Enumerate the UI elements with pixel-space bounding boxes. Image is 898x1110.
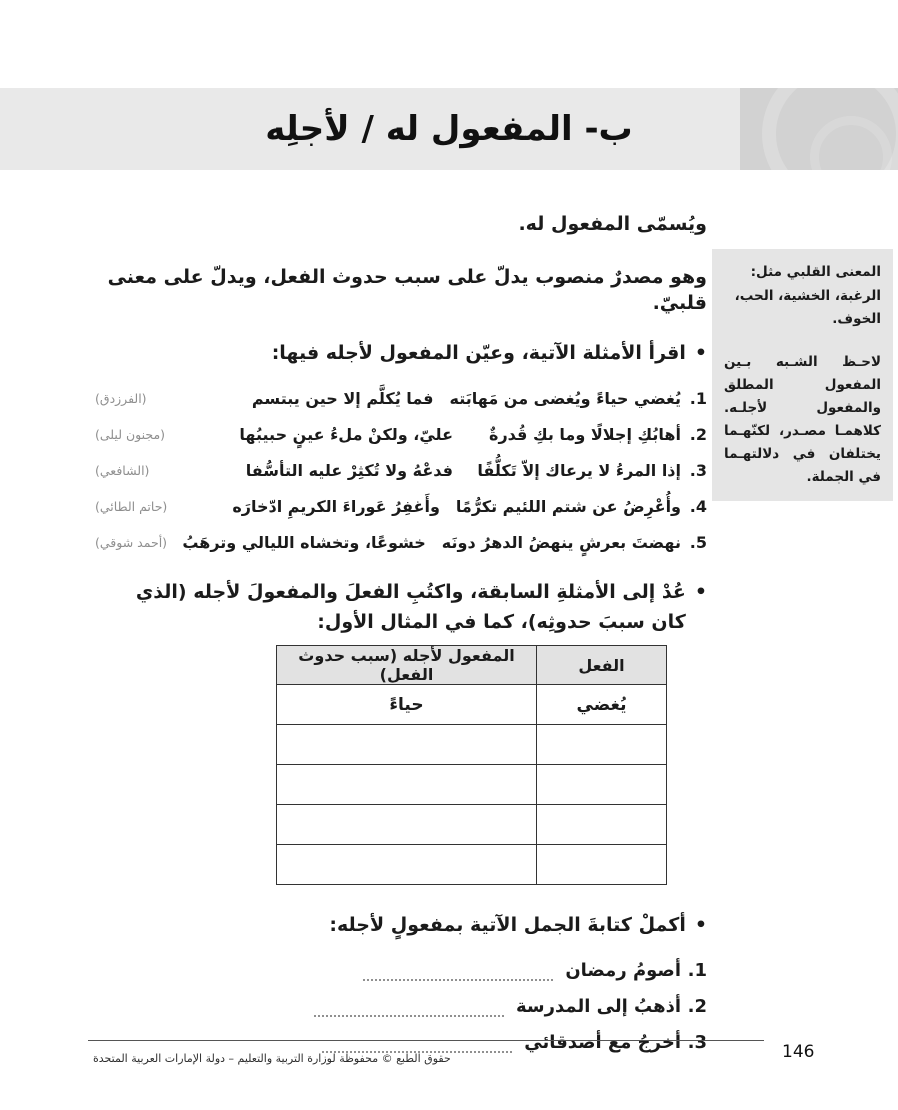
instruction-fill-table (95, 578, 707, 637)
poet-attribution: (الشافعي) (95, 462, 150, 478)
page-number: 146 (782, 1042, 815, 1062)
page-title: ب- المفعول له / لأجلِه (265, 109, 633, 149)
instruction-text: عُدْ إلى الأمثلةِ السابقة، واكتُبِ الفعلَ والمفعولَ لأجله (الذي كان سببَ حدوثِه)، كما في المثال الأول: (135, 581, 686, 633)
poet-attribution: (حاتم الطائي) (95, 498, 168, 514)
main-content (95, 205, 707, 1061)
verse-second-hemistich: وأَغفِرُ عَوراءَ الكريمِ ادّخارَه (232, 496, 440, 516)
verse-second-hemistich: عليّ، ولكنْ ملءُ عينٍ حبيبُها (239, 424, 453, 444)
cell-object (277, 805, 537, 845)
example-number: 5. (689, 532, 707, 552)
answer-blank (363, 979, 553, 981)
cell-verb: يُغضي (537, 685, 667, 725)
definition-line-2: وهو مصدرٌ منصوب يدلّ على سبب حدوث الفعل، ويدلّ على معنى قلبيّ. (107, 265, 707, 315)
definition-line-1: ويُسمّى المفعول له. (518, 213, 707, 235)
verse-second-hemistich: خشوعًا، وتخشاه الليالي وترهَبُ (182, 532, 426, 552)
instruction-text: اقرأ الأمثلة الآتية، وعيّن المفعول لأجله فيها: (271, 341, 686, 364)
margin-note-comparison: لاحـظ الشـبه بـين المفعول المطلق والمفعول لأجلـه. كلاهمـا مصـدر، لكنّهـما يختلفان في دلالتهـما في الجملة. (712, 339, 893, 501)
footer-divider (88, 1040, 764, 1041)
table-row (277, 765, 667, 805)
cell-verb (537, 845, 667, 885)
cell-object (277, 765, 537, 805)
instruction-read-examples (95, 339, 707, 368)
poet-attribution: (أحمد شوقي) (95, 534, 168, 550)
cell-object: حياءً (277, 685, 537, 725)
verb-object-table (276, 645, 667, 885)
table-row (277, 845, 667, 885)
header-object: المفعول لأجله (سبب حدوث الفعل) (277, 646, 537, 685)
instruction-complete-sentences (95, 911, 707, 940)
examples-list (95, 380, 707, 560)
cell-object (277, 725, 537, 765)
item-number: 1. (687, 960, 707, 982)
completion-item (95, 989, 707, 1025)
example-verse (95, 524, 707, 560)
verse-first-hemistich: وأُعْرِضُ عن شتم اللئيم تكرُّمًا (455, 496, 681, 516)
table-row (277, 805, 667, 845)
cell-object (277, 845, 537, 885)
example-number: 1. (689, 388, 707, 408)
example-verse (95, 452, 707, 488)
item-number: 3. (687, 1032, 707, 1054)
cell-verb (537, 805, 667, 845)
verse-first-hemistich: يُغضي حياءً ويُغضى من مَهابَته (449, 388, 681, 408)
sentence-stem: أصومُ رمضان (565, 960, 681, 982)
table-row (277, 685, 667, 725)
example-verse (95, 416, 707, 452)
verse-second-hemistich: فدعْهُ ولا تُكثِرْ عليه التأسُّفا (245, 460, 453, 480)
sentence-stem: أذهبُ إلى المدرسة (516, 996, 681, 1018)
title-banner (0, 88, 898, 170)
bullet-icon (695, 911, 707, 940)
completion-item (95, 953, 707, 989)
instruction-text: أكملْ كتابةَ الجمل الآتية بمفعولٍ لأجله: (329, 914, 686, 937)
item-number: 2. (687, 996, 707, 1018)
poet-attribution: (الفرزدق) (95, 390, 147, 406)
verse-first-hemistich: نهضتَ بعرشٍ ينهضُ الدهرُ دونَه (441, 532, 681, 552)
example-number: 4. (689, 496, 707, 516)
margin-note-heart-meaning: المعنى القلبي مثل: الرغبة، الخشية، الحب، الخوف. (712, 249, 893, 344)
example-verse (95, 380, 707, 416)
table-header-row (277, 646, 667, 685)
table-row (277, 725, 667, 765)
completion-list (95, 953, 707, 1061)
cell-verb (537, 765, 667, 805)
example-number: 3. (689, 460, 707, 480)
header-verb: الفعل (537, 646, 667, 685)
verse-first-hemistich: إذا المرءُ لا يرعاك إلاّ تَكلُّفًا (477, 460, 681, 480)
sentence-stem: أخرجُ مع أصدقائي (524, 1032, 681, 1054)
example-number: 2. (689, 424, 707, 444)
cell-verb (537, 725, 667, 765)
bullet-icon (695, 578, 707, 637)
example-verse (95, 488, 707, 524)
bullet-icon (695, 339, 707, 368)
verse-second-hemistich: فما يُكلَّم إلا حين يبتسم (251, 388, 434, 408)
copyright-text: حقوق الطبع © محفوظة لوزارة التربية والتعليم – دولة الإمارات العربية المتحدة (93, 1052, 451, 1065)
verse-first-hemistich: أهابُكِ إجلالًا وما بكِ قُدرةٌ (489, 424, 681, 444)
poet-attribution: (مجنون ليلى) (95, 426, 166, 442)
answer-blank (314, 1015, 504, 1017)
